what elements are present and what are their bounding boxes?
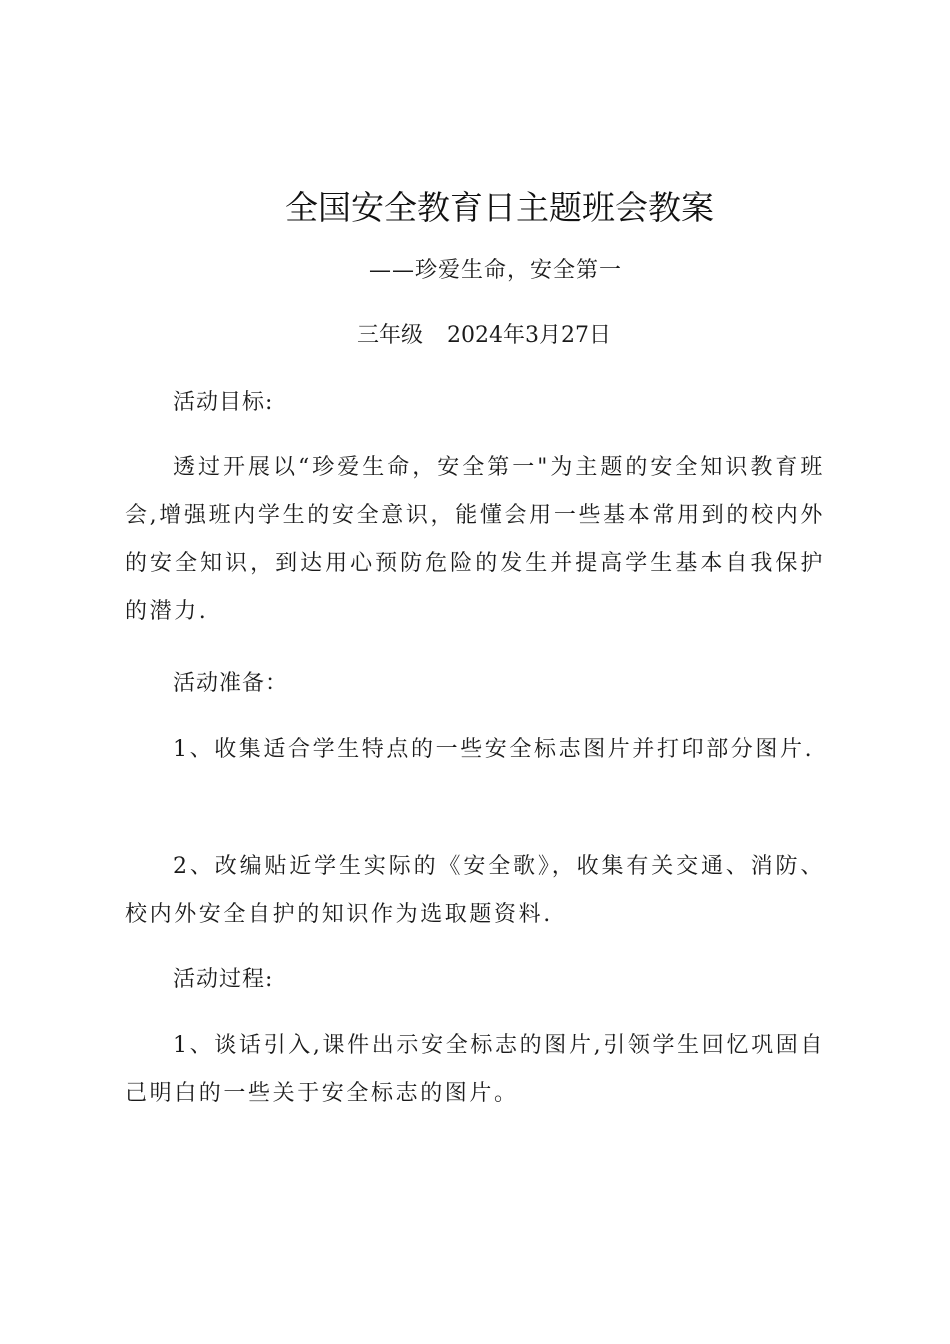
grade-date-line (357, 318, 611, 354)
prep-item-1: 1、收集适合学生特点的一些安全标志图片并打印部分图片. (173, 737, 815, 762)
document-subtitle: ——珍爱生命，安全第一 (369, 258, 623, 283)
grade-label: 三年级 (357, 323, 424, 348)
prep-item-2: 2、改编贴近学生实际的《安全歌》，收集有关交通、消防、校内外安全自护的知识作为选取题资料. (125, 854, 825, 927)
goal-heading: 活动目标: (173, 390, 274, 415)
goal-paragraph: 透过开展以“珍爱生命，安全第一"为主题的安全知识教育班会,增强班内学生的安全意识，能懂会用一些基本常用到的校内外的安全知识，到达用心预防危险的发生并提高学生基本自我保护的潜力. (125, 455, 825, 624)
process-item-1: 1、谈话引入,课件出示安全标志的图片,引领学生回忆巩固自己明白的一些关于安全标志的图片。 (125, 1033, 825, 1106)
process-heading: 活动过程: (173, 967, 274, 992)
date-label: 2024年3月27日 (447, 323, 611, 348)
document-title: 全国安全教育日主题班会教案 (285, 188, 714, 227)
prep-heading: 活动准备： (173, 671, 289, 696)
